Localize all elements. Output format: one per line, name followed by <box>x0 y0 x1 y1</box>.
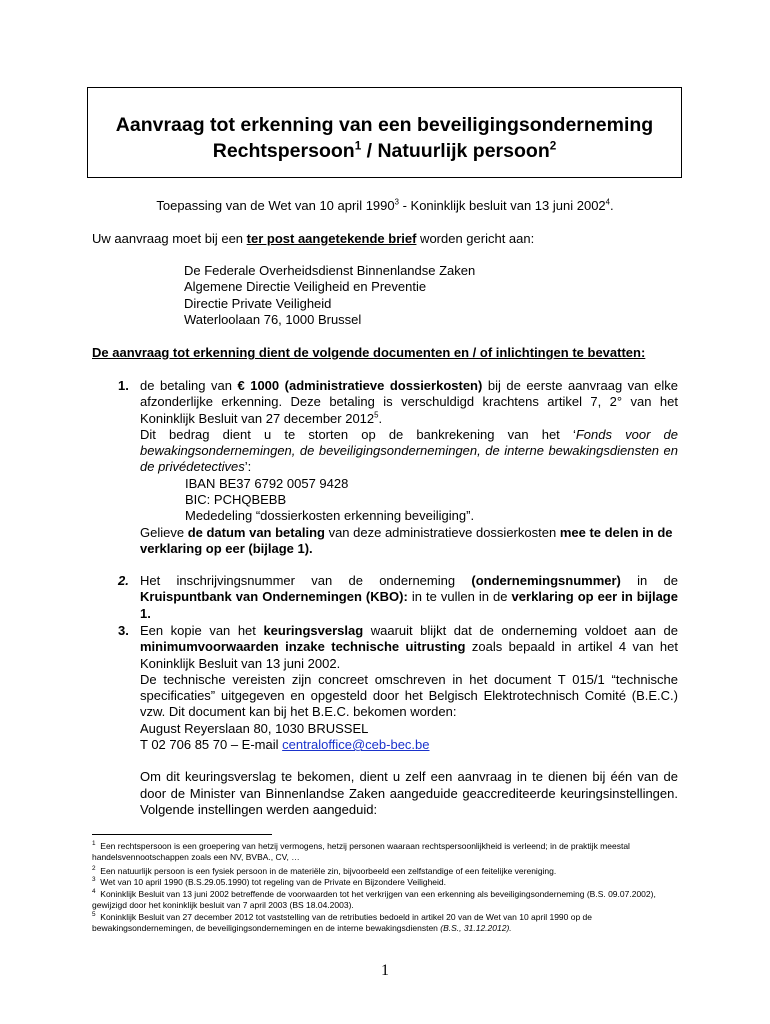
legal-basis-text-a: Toepassing van de Wet van 10 april 1990 <box>156 198 395 213</box>
footnote-number: 4 <box>92 888 96 896</box>
title-line-1: Aanvraag tot erkenning van een beveiligingsonderneming <box>115 114 654 136</box>
item-body <box>140 378 678 557</box>
bec-contact <box>140 737 678 753</box>
legal-basis-text-b: - Koninklijk besluit van 13 juni 2002 <box>398 198 606 213</box>
payment-paragraph <box>140 378 678 427</box>
recipient-address <box>184 263 475 328</box>
item-body <box>140 623 678 818</box>
intro-text-c: worden gericht aan: <box>416 231 535 246</box>
fee-amount: € 1000 (administratieve dossierkosten) <box>237 378 483 393</box>
address-line: Waterloolaan 76, 1000 Brussel <box>184 311 362 327</box>
footnote-number: 5 <box>92 911 96 919</box>
address-line: Directie Private Veiligheid <box>184 295 332 311</box>
item-number: 2. <box>118 573 129 588</box>
bank-paragraph <box>140 427 678 476</box>
bec-address: August Reyerslaan 80, 1030 BRUSSEL <box>140 720 369 736</box>
footnote-3 <box>92 877 682 888</box>
footnote-text: Een natuurlijk persoon is een fysiek persoon in de materiële zin, bijvoorbeeld een zelfstandige of een feitelijke vereniging. <box>100 866 557 876</box>
footnote-4 <box>92 889 682 911</box>
intro-line <box>92 231 534 247</box>
footnote-citation: (B.S., 31.12.2012). <box>440 923 512 933</box>
text: . <box>378 410 383 426</box>
title-line-2 <box>88 138 681 164</box>
bic: BIC: PCHQBEBB <box>185 492 287 508</box>
bec-phone: T 02 706 85 70 – E-mail <box>140 737 283 753</box>
payment-date-paragraph <box>140 525 678 558</box>
text: van deze administratieve dossierkosten <box>324 524 560 540</box>
inspection-paragraph <box>140 623 678 672</box>
intro-text-a: Uw aanvraag moet bij een <box>92 231 247 246</box>
text-bold: verklaring op eer in bijlage 1. <box>140 589 678 621</box>
text-bold: Kruispuntbank van Ondernemingen (KBO): <box>140 589 408 605</box>
text: zoals bepaald in artikel 4 van het Koninklijk Besluit van 13 juni 2002. <box>140 639 678 671</box>
title-box <box>87 87 682 178</box>
legal-basis-text-c: . <box>610 198 614 213</box>
footnote-ref-1[interactable]: 1 <box>354 139 362 153</box>
text: de betaling van <box>140 378 238 393</box>
footnote-5 <box>92 912 682 934</box>
footnote-ref-5[interactable]: 5 <box>374 410 379 420</box>
footnote-text: Koninklijk Besluit van 13 juni 2002 betreffende de voorwaarden tot het verkrijgen van een erkenning als beveiligingsonderneming (B.S. 09.07.2002), gewijzigd door het koninklijk besluit van 7 april 2003 (BS 18.04.2003). <box>92 889 656 910</box>
text: Dit bedrag dient u te storten op de bankrekening van het ‘ <box>140 426 576 442</box>
section-heading: De aanvraag tot erkenning dient de volgende documenten en / of inlichtingen te bevatten: <box>92 345 646 360</box>
text: ’: <box>244 459 252 475</box>
text-bold: (ondernemingsnummer) <box>471 573 621 588</box>
footnote-ref-4[interactable]: 4 <box>605 197 610 207</box>
footnote-divider <box>92 834 272 835</box>
text-bold: mee te delen in de verklaring op eer (bijlage 1). <box>140 524 673 556</box>
text: Het inschrijvingsnummer van de onderneming <box>140 573 472 588</box>
title-rechtspersoon: Rechtspersoon <box>212 140 355 162</box>
item-number: 3. <box>118 623 129 638</box>
text: waaruit blijkt dat de onderneming voldoet aan de <box>363 623 678 638</box>
item-body <box>140 573 678 622</box>
text: Gelieve <box>140 524 188 540</box>
footnote-text: Koninklijk Besluit van 27 december 2012 tot vaststelling van de retributies bedoeld in artikel 20 van de Wet van 10 april 1990 op de bewakingsondernemingen, de beveiligingsondernemingen en de interne bewakingsdiensten <box>92 912 593 933</box>
footnote-text: Een rechtspersoon is een groepering van hetzij vermogens, hetzij personen waaraan rechtspersoonlijkheid is verleend; in de praktijk meestal handelsvennootschappen zoals een NV, BVBA., CV, … <box>92 841 630 862</box>
intro-registered-letter: ter post aangetekende brief <box>246 231 417 246</box>
bec-email-link[interactable]: centraloffice@ceb-bec.be <box>282 737 430 753</box>
footnote-1 <box>92 841 682 863</box>
text-bold: de datum van betaling <box>187 524 325 540</box>
text: in de <box>620 573 678 588</box>
footnote-ref-2[interactable]: 2 <box>549 139 557 153</box>
item-number: 1. <box>118 378 129 393</box>
address-line: Algemene Directie Veiligheid en Preventie <box>184 279 427 295</box>
footnote-number: 1 <box>92 840 96 848</box>
footnote-2 <box>92 866 682 877</box>
inspection-request-paragraph: Om dit keuringsverslag te bekomen, dient u zelf een aanvraag in te dienen bij één van de door de Minister van Binnenlandse Zaken aangeduide geaccrediteerde keuringsinstellingen. Volgende instellingen werden aangeduid: <box>140 769 678 817</box>
text-bold: minimumvoorwaarden inzake technische uitrusting <box>140 639 466 655</box>
iban: IBAN BE37 6792 0057 9428 <box>185 475 349 491</box>
footnote-number: 3 <box>92 876 96 884</box>
legal-basis-line <box>0 198 770 214</box>
text: Een kopie van het <box>140 623 264 638</box>
footnote-number: 2 <box>92 865 96 873</box>
footnote-ref-3[interactable]: 3 <box>394 197 399 207</box>
payment-reference: Mededeling “dossierkosten erkenning beveiliging”. <box>185 508 475 524</box>
page-number: 1 <box>381 962 389 979</box>
text-bold: keuringsverslag <box>263 623 364 638</box>
technical-requirements-paragraph: De technische vereisten zijn concreet omschreven in het document T 015/1 “technische specificaties” uitgegeven en opgesteld door het Belgisch Elektrotechnisch Comité (B.E.C.) vzw. Dit document kan bij het B.E.C. bekomen worden: <box>140 671 678 720</box>
fund-name: Fonds voor de bewakingsondernemingen, de beveiligingsondernemingen, de interne bewakingsdiensten en de privédetectives <box>140 426 679 475</box>
address-line: De Federale Overheidsdienst Binnenlandse Zaken <box>184 263 476 278</box>
title-natuurlijk-persoon: / Natuurlijk persoon <box>361 140 550 162</box>
text: in te vullen in de <box>407 589 512 605</box>
footnote-text: Wet van 10 april 1990 (B.S.29.05.1990) tot regeling van de Private en Bijzondere Veiligheid. <box>100 877 447 887</box>
text: bij de eerste aanvraag van elke afzonderlijke erkenning. Deze betaling is verschuldigd krachtens artikel 7, 2° van het Koninklijk Besluit van 27 december 2012 <box>140 378 678 426</box>
